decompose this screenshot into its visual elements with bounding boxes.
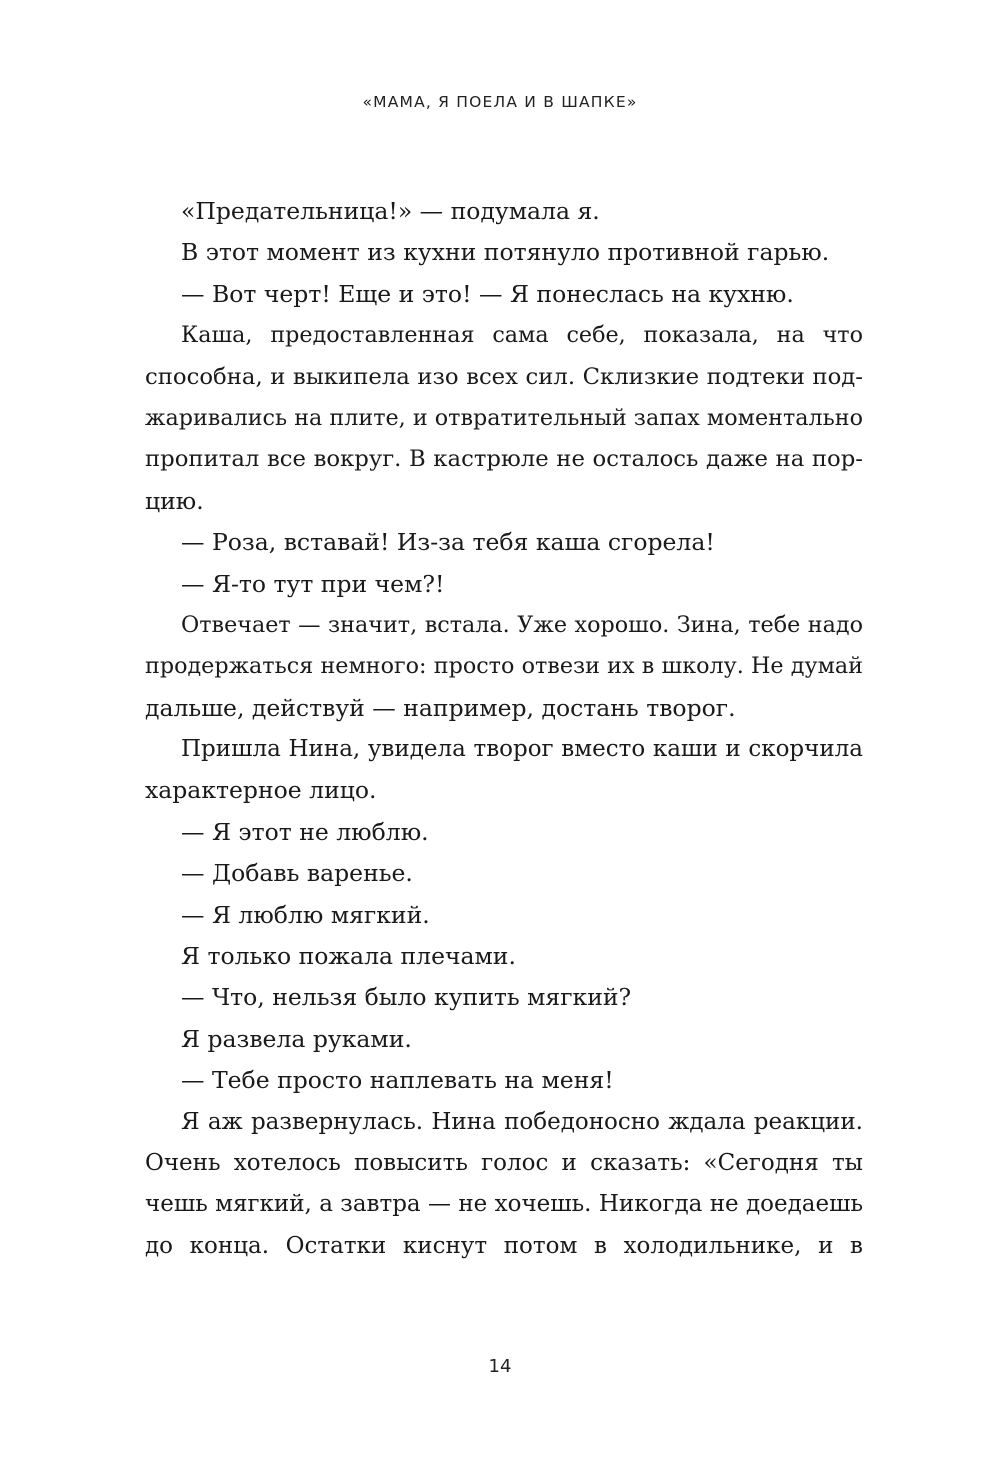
text-line: Отвечает — значит, встала. Уже хорошо. Зина, тебе надо [181,611,863,638]
text-line: — Я люблю мягкий. [181,900,430,929]
text-line: продержаться немного: просто отвези их в школу. Не думай [145,653,863,680]
text-line: Я развела руками. [181,1024,412,1053]
text-line: Очень хотелось повысить голос и сказать: «Сегодня ты [145,1149,863,1176]
text-line: В этот момент из кухни потянуло противной гарью. [181,238,830,267]
body-text [145,191,863,1267]
text-line: — Добавь варенье. [181,859,413,888]
text-line: цию. [145,486,204,515]
text-line: дальше, действуй — например, достань творог. [145,693,736,722]
text-line: пропитал все вокруг. В кастрюле не осталось даже на пор- [145,446,863,473]
text-line: Пришла Нина, увидела творог вместо каши и скорчила [181,736,863,763]
text-line: до конца. Остатки киснут потом в холодильнике, и в [145,1232,863,1259]
text-line: — Я этот не люблю. [181,817,429,846]
text-line: — Роза, вставай! Из-за тебя каша сгорела! [181,528,715,557]
page-number: 14 [488,1356,512,1377]
text-line: — Что, нельзя было купить мягкий? [181,983,632,1012]
text-line: «Предательница!» — подумала я. [181,197,600,225]
text-line: чешь мягкий, а завтра — не хочешь. Никогда не доедаешь [145,1191,863,1218]
text-line: Я аж развернулась. Нина победоносно ждала реакции. [181,1108,863,1135]
text-line: — Я-то тут при чем?! [181,569,445,598]
text-line: способна, и выкипела изо всех сил. Склизкие подтеки под- [145,363,863,390]
text-line: — Тебе просто наплевать на меня! [181,1066,614,1095]
text-line: Я только пожала плечами. [181,942,516,971]
text-line: жаривались на плите, и отвратительный запах моментально [145,404,863,431]
text-line: Каша, предоставленная сама себе, показала, на что [181,322,863,349]
running-head: «МАМА, Я ПОЕЛА И В ШАПКЕ» [362,93,638,111]
text-line: — Вот черт! Еще и это! — Я понеслась на кухню. [181,279,794,308]
text-line: характерное лицо. [145,776,377,805]
